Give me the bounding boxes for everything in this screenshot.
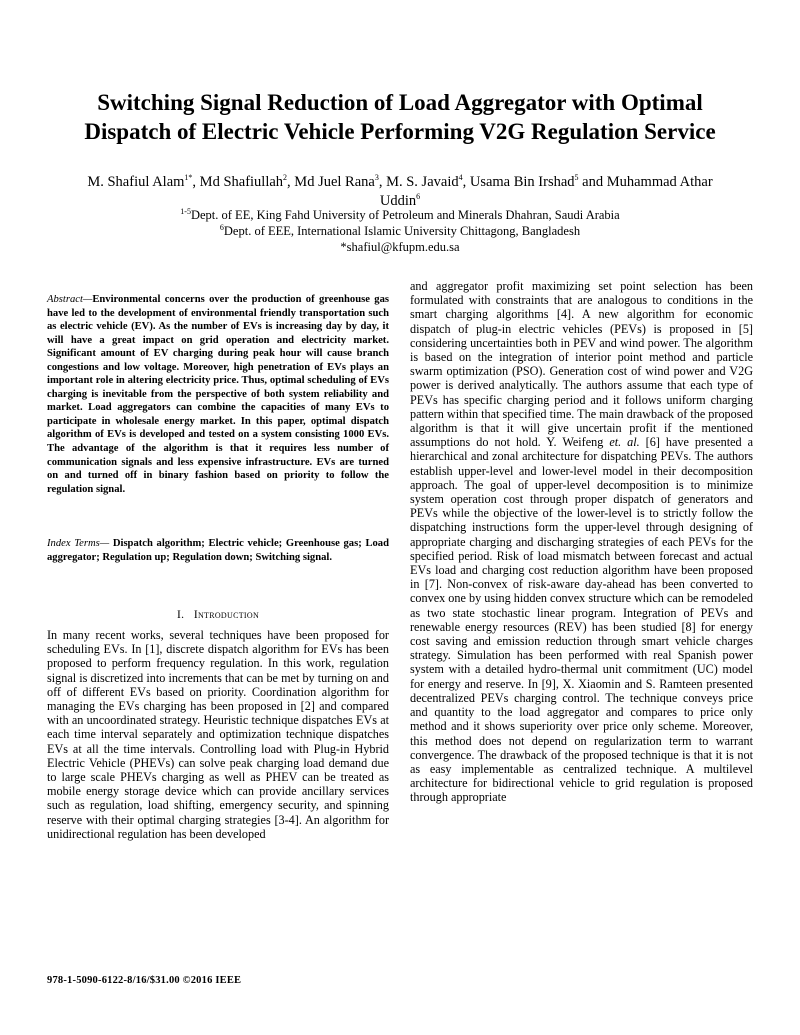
author-name: M. Shafiul Alam xyxy=(87,174,185,190)
author-sup: 6 xyxy=(416,192,421,202)
affiliation-line xyxy=(70,223,730,239)
affiliation-sup: 6 xyxy=(219,222,224,232)
index-terms-text: Dispatch algorithm; Electric vehicle; Greenhouse gas; Load aggregator; Regulation up; Regulation down; Switching signal. xyxy=(47,538,389,563)
author-sup: 2 xyxy=(283,173,288,183)
index-terms-label: Index Terms— xyxy=(47,538,110,549)
affiliation-text: Dept. of EE, King Fahd University of Petroleum and Minerals Dhahran, Saudi Arabia xyxy=(190,208,620,222)
paragraph-text: [6] have presented a hierarchical and zonal architecture for dispatching PEVs. The authors establish upper-level and lower-level model in their decomposition approach. The goal of upper-level decomposition is to minimize system operation cost through proper dispatch of generators and PEVs while the objective of the lower-level is to strictly follow the dispatching instructions form the upper-level through designing of appropriate charging and discharging strategies of each PEVs for the specified period. Risk of load mismatch between forecast and actual EVs load and charging cost reduction algorithm have been proposed in [7]. Non-convex of risk-aware day-ahead has been converted to convex one by using hidden convex structure which can be remodeled as two state stochastic linear program. Integration of PEVs and renewable energy resources (REV) has been studied [8] for energy cost saving and emission reduction through smart vehicle charges strategy. Simulation has been performed with real Spanish power system with a detailed hydro-thermal unit commitment (UC) model for energy and reserve. In [9], X. Xiaomin and S. Ramteen presented decentralized PEVs charging control. The technique conveys price and quantity to the load aggregator and compares to price only method and it shows superiority over price only scheme. Moreover, this method does not depend on regularization term to warrant convergence. The drawback of the proposed technique is that it is not as easy implementable as centralized technique. A multilevel architecture for bidirectional vehicle to grid regulation is proposed through appropriate xyxy=(410,435,753,805)
abstract-label: Abstract— xyxy=(47,294,93,305)
affiliation-sup: 1-5 xyxy=(180,206,191,216)
section-heading xyxy=(47,609,389,621)
paragraph: In many recent works, several techniques have been proposed for scheduling EVs. In [1], discrete dispatch algorithm for EVs has been proposed to perform frequency regulation. In this work, regulation signal is discretized into increments that can be met by turning on and off of different EVs based on priority. Coordination algorithm for managing the EVs charging has been proposed in [2] and compared with an uncoordinated strategy. Heuristic technique dispatches EVs at each time interval separately and optimization technique dispatches EVs at all the time intervals. Controlling load with Plug-in Hybrid Electric Vehicle (PHEVs) can solve peak charging load demand due to large scale PHEVs charging as well as PHEV can be treated as mobile energy storage device which can provide ancillary services such as regulation, load shifting, emergency security, and spinning reserve with their optimal charging strategies [3-4]. An algorithm for unidirectional regulation has been developed xyxy=(47,628,389,841)
author-sup: 3 xyxy=(374,173,379,183)
author-sup: 4 xyxy=(458,173,463,183)
introduction-left-column xyxy=(47,628,389,841)
abstract-text: Environmental concerns over the production of greenhouse gas have led to the development of environmental friendly transportation such as electric vehicle (EV). As the number of EVs is increasing day by day, it will have a great impact on grid operation and electricity market. Significant amount of EV charging during peak hour will cause branch congestions and low voltage. Moreover, high penetration of EVs plays an important role in altering electricity price. Thus, optimal scheduling of EVs charging is inevitable from the perspective of both system reliability and market. Load aggregators can combine the capacities of many EVs to participate in wholesale energy market. In this paper, optimal dispatch algorithm of EVs is developed and tested on a system consisting 1000 EVs. The advantage of the algorithm is that it requires less number of communication signals and less expensive infrastructure. EVs are turned on and turned off in binary fashion based on priority to follow the regulation signal. xyxy=(47,294,389,495)
author-name: and Muhammad Athar Uddin xyxy=(379,174,713,209)
section-number: I. xyxy=(176,609,185,621)
paper-title: Switching Signal Reduction of Load Aggregator with Optimal Dispatch of Electric Vehicle Performing V2G Regulation Service xyxy=(84,90,716,144)
paragraph xyxy=(410,279,753,805)
author-name: , Md Juel Rana xyxy=(287,174,375,190)
et-al: et. al. xyxy=(609,435,640,450)
paragraph-text: and aggregator profit maximizing set point selection has been formulated with constraints that are analogous to conditions in the smart charging algorithms [4]. A new algorithm for economic dispatch of plug-in electric vehicles (PEVs) is proposed in [5] considering uncertainties both in PEV and wind power. The algorithm is based on the integration of interior point method and particle swarm optimization (PSO). Generation cost of wind power and V2G power is derived analytically. The authors assume that each type of PEVs has specific charging period and it follows uniform charging pattern within that specified time. The main drawback of the proposed algorithm is that it will give uncertain profit if the mentioned assumptions do not hold. Y. Weifeng xyxy=(410,279,753,450)
corresponding-email: *shafiul@kfupm.edu.sa xyxy=(340,240,460,254)
author-sup: 1* xyxy=(184,173,193,183)
author-list xyxy=(70,173,730,211)
abstract xyxy=(47,293,389,496)
affiliations xyxy=(70,207,730,255)
author-sup: 5 xyxy=(574,173,579,183)
author-name: , Usama Bin Irshad xyxy=(462,174,575,190)
section-title: Introduction xyxy=(193,609,260,621)
introduction-right-column xyxy=(410,279,753,805)
author-name: , Md Shafiullah xyxy=(192,174,284,190)
index-terms xyxy=(47,537,389,564)
affiliation-line xyxy=(70,207,730,223)
affiliation-text: Dept. of EEE, International Islamic University Chittagong, Bangladesh xyxy=(223,224,581,238)
copyright-footer: 978-1-5090-6122-8/16/$31.00 ©2016 IEEE xyxy=(47,975,242,986)
author-name: , M. S. Javaid xyxy=(378,174,459,190)
